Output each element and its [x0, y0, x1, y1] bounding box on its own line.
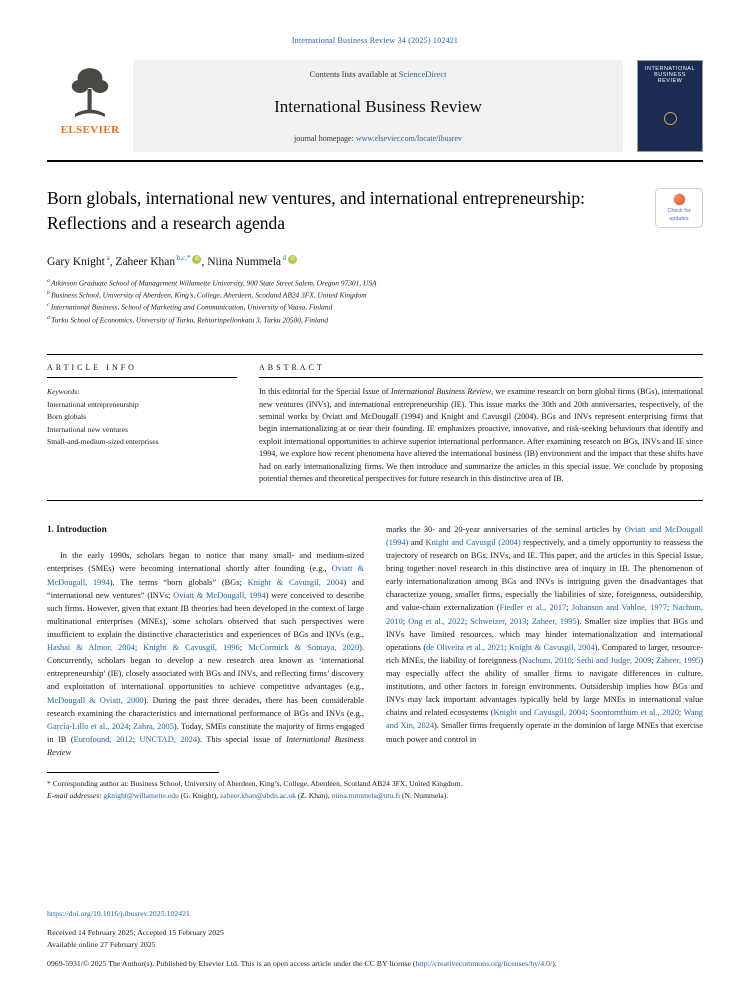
journal-title: International Business Review [274, 96, 482, 116]
author-name: Gary Knight [47, 255, 105, 268]
inline-link[interactable]: Wang and Xin, 2024 [386, 708, 703, 731]
bottom-block [47, 908, 703, 970]
authors-line [47, 254, 703, 268]
homepage-link[interactable]: www.elsevier.com/locate/ibusrev [355, 134, 462, 143]
intro-paragraph-left: In the early 1990s, scholars began to notice that many small- and medium-sized enterprises (SMEs) were becoming international shortly after founding (e.g., Oviatt & McDougall, 1994). The terms “born globals” (BGs; Knight & Cavusgil, 2004) and “international new ventures” (INVs; Oviatt & McDougall, 1994) were conceived to describe such firms. However, given that extant IB theories had been developed in the context of large multinational enterprises (MNEs), some scholars observed that such perspectives were insufficient to explain the distinctive characteristics and experiences of BGs and INVs (e.g., Hashai & Almor, 2004; Knight & Cavusgil, 1996; McCormick & Somaya, 2020). Concurrently, scholars began to develop a new research area known as ‘international entrepreneurship’ (IE), closely associated with BGs and INVs, and reflecting firms’ discovery and exploitation of international opportunities to achieve competitive advantages (e.g., McDougall & Oviatt, 2000). During the past three decades, there has been considerable research examining the characteristics and international performance of BGs and INVs (e.g., García-Lillo et al., 2024; Zahra, 2005). Today, SMEs constitute the majority of firms engaged in IB (Eurofound, 2012; UNCTAD, 2024). This special issue of International Business Review [47, 551, 365, 757]
inline-link[interactable]: Oviatt and McDougall (1994) [386, 524, 703, 547]
inline-link[interactable]: McCormick & Somaya, 2020 [248, 643, 360, 653]
received-dates: Received 14 February 2025; Accepted 15 February 2025 [47, 927, 224, 937]
masthead-center [133, 60, 623, 152]
author-name: Zaheer Khan [115, 255, 176, 268]
inline-link[interactable]: Fiedler et al., 2017 [499, 603, 567, 613]
keywords-block [47, 386, 237, 449]
footnote-rule [47, 772, 219, 773]
orcid-icon[interactable]: iD [192, 255, 201, 264]
affiliation-line: $^c$ International Business, School of Marketing and Communication, University of Vaasa, Finland [47, 302, 333, 312]
check-for-updates-badge[interactable] [655, 188, 703, 228]
keywords-label: Keywords: [47, 387, 80, 397]
affiliation-line: $^a$ Atkinson Graduate School of Management Willamette University, 900 State Street Salem, Oregon 97301, USA [47, 277, 377, 288]
masthead [47, 60, 703, 152]
inline-link[interactable]: García-Lillo et al., 2024 [47, 721, 129, 731]
inline-link[interactable]: Knight & Cavusgil, 1996 [143, 643, 240, 653]
inline-link[interactable]: UNCTAD, 2024 [139, 734, 198, 744]
cover-emblem-icon [664, 112, 677, 125]
inline-link[interactable]: Hashai & Almor, 2004 [47, 643, 135, 653]
inline-link[interactable]: Schweizer, 2013 [470, 616, 527, 626]
body-column-right [386, 523, 703, 759]
title-row [47, 186, 703, 235]
affiliation-line: $^b$ Business School, University of Aberdeen, King’s, College, Aberdeen, Scotland AB24 3FX, United Kingdom [47, 290, 367, 300]
inline-link[interactable]: McDougall & Oviatt, 2000 [47, 695, 144, 705]
inline-link[interactable]: Ong et al., 2022 [408, 616, 465, 626]
keyword: International new ventures [47, 424, 128, 434]
keyword: Small-and-medium-sized enterprises [47, 437, 159, 447]
inline-link[interactable]: Knight and Cavusgil (2004) [425, 537, 521, 547]
inline-link[interactable]: de Oliveira et al., 2021 [426, 642, 505, 652]
article-info-column [47, 355, 237, 486]
doi-link[interactable]: https://doi.org/10.1016/j.ibusrev.2025.102421 [47, 908, 190, 918]
article-title: Born globals, international new ventures, and international entrepreneurship: Reflections and a research agenda [47, 188, 585, 233]
inline-link[interactable]: http://creativecommons.org/licenses/by/4.0/ [415, 958, 553, 968]
inline-link[interactable]: Knight & Cavusgil, 2004 [247, 577, 344, 587]
author-separator: , [109, 255, 116, 268]
section-heading-introduction: 1. Introduction [47, 524, 107, 535]
email-addresses-note: E-mail addresses: gknight@willamette.edu (G. Knight), zaheer.khan@abdn.ac.uk (Z. Khan), niina.nummela@utu.fi (N. Nummela). [47, 790, 449, 800]
corresponding-author-note: * Corresponding author at: Business School, University of Aberdeen, King’s, College, Aberdeen, Scotland AB24 3FX, United Kingdom. [47, 779, 463, 789]
elsevier-logo[interactable] [47, 60, 133, 152]
inline-link[interactable]: Nachum, 2010 [386, 603, 704, 626]
author-affiliation-sup[interactable]: a [104, 254, 110, 262]
orcid-icon[interactable]: iD [288, 255, 297, 264]
cover-title: INTERNATIONAL BUSINESS REVIEW [644, 66, 696, 84]
contents-line [139, 69, 617, 79]
inline-link[interactable]: Zaheer, 1995 [656, 655, 701, 665]
inline-link[interactable]: Soontornthum et al., 2020 [590, 708, 679, 718]
inline-link[interactable]: Nachum, 2010 [522, 655, 572, 665]
inline-link[interactable]: Zaheer, 1995 [531, 616, 577, 626]
elsevier-wordmark: ELSEVIER [60, 124, 120, 136]
abstract-text: In this editorial for the Special Issue of International Business Review, we examine research on born global firms (BGs), international new ventures (INVs), and international entrepreneurship (IE). This issue marks the 30th and 20th anniversaries, respectively, of the seminal works by Oviatt and McDougall (1994) and Knight and Cavusgil (2004). BGs and INVs represent enterprising firms that begin internationalizing at or near their founding. IE emphasizes proactive, innovative, and risk-seeking behaviours that identify and exploit international opportunities to achieve superior international performance. After examining research on BGs, INVs and IE since 1994, we explore how recent phenomena have altered the international business (IB) environment and the impact that these shifts have had on early internationalizing firms. We then introduce and summarize the articles in this special issue. We conclude by proposing potential themes and theoretical perspectives for future research in this distinctive area of IB. [259, 387, 703, 484]
check-updates-label: Check for updates [667, 208, 691, 222]
abstract-heading: ABSTRACT [259, 355, 703, 378]
inline-link[interactable]: zaheer.khan@abdn.ac.uk [219, 790, 296, 800]
copyright-line: 0969-5931/© 2025 The Author(s). Published by Elsevier Ltd. This is an open access article under the CC BY license (http://creativecommons.org/licenses/by/4.0/). [47, 958, 557, 968]
cover-column [623, 60, 703, 152]
cover-thumbnail[interactable] [637, 60, 703, 152]
abstract-column [259, 355, 703, 486]
author-affiliation-sup[interactable]: b,c,* [175, 254, 191, 262]
body-columns [47, 523, 703, 759]
homepage-prefix: journal homepage: [294, 134, 356, 143]
inline-link[interactable]: Eurofound, 2012 [73, 734, 133, 744]
inline-link[interactable]: Knight & Cavusgil, 2004 [508, 642, 595, 652]
footnotes [47, 772, 703, 802]
inline-link[interactable]: gknight@willamette.edu [103, 790, 179, 800]
homepage-line [139, 134, 617, 143]
elsevier-tree-icon [64, 64, 116, 122]
body-column-left [47, 523, 364, 759]
affiliation-line: $^d$ Turku School of Economics, University of Turku, Rehtorinpellonkatu 3, Turku 20500, Finland [47, 314, 329, 325]
author-name: Niina Nummela [207, 255, 282, 268]
contents-prefix: Contents lists available at [309, 69, 399, 79]
available-online: Available online 27 February 2025 [47, 939, 156, 949]
crossmark-icon [673, 193, 686, 206]
journal-reference[interactable]: International Business Review 34 (2025) 102421 [291, 36, 459, 45]
keyword: Born globals [47, 412, 87, 422]
article-info-heading: ARTICLE INFO [47, 355, 237, 378]
sciencedirect-link[interactable]: ScienceDirect [398, 69, 447, 79]
inline-link[interactable]: Knight and Cavusgil, 2004 [493, 708, 586, 718]
inline-link[interactable]: Oviatt & McDougall, 1994 [173, 590, 266, 600]
article-info-section [47, 354, 703, 501]
inline-link[interactable]: Oviatt & McDougall, 1994 [47, 564, 365, 587]
affiliations [47, 277, 703, 326]
keywords-list [47, 399, 237, 449]
inline-link[interactable]: Sethi and Judge, 2009 [576, 655, 652, 665]
inline-link[interactable]: Johanson and Vahlne, 1977 [571, 603, 667, 613]
header-rule [47, 160, 703, 162]
keyword: International entrepreneurship [47, 399, 139, 409]
intro-paragraph-right: marks the 30- and 20-year anniversaries of the seminal articles by Oviatt and McDougall (1994) and Knight and Cavusgil (2004) respectively, and a timely opportunity to reassess the trajectory of research on BGs, INVs, and IE. This paper, and the articles in this Special Issue, bring together novel research in this distinctive area of inquiry in IB. The phenomenon of early internationalization among BGs and INVs is intriguing given the disadvantages that characterize young, smaller firms, especially the liabilities of size, foreignness, outsidership, and value-chain externalization (Fiedler et al., 2017; Johanson and Vahlne, 1977; Nachum, 2010; Ong et al., 2022; Schweizer, 2013; Zaheer, 1995). Smaller size implies that BGs and INVs have limited resources, which may hinder internationalization and international operations (de Oliveira et al., 2021; Knight & Cavusgil, 2004). Compared to larger, resource-rich MNEs, the liability of foreignness (Nachum, 2010; Sethi and Judge, 2009; Zaheer, 1995) may especially affect the ability of smaller firms to navigate differences in culture, institutions, and other factors in foreign environments. Outsidership implies how BGs and INVs may lack important advantages typically held by large MNEs in international value chains and related ecosystems (Knight and Cavusgil, 2004; Soontornthum et al., 2020; Wang and Xin, 2024). Smaller firms frequently operate in the dominion of large MNEs that exercise much power and control in [386, 524, 704, 744]
inline-link[interactable]: niina.nummela@utu.fi [331, 790, 401, 800]
inline-link[interactable]: Zahra, 2005 [133, 721, 174, 731]
author-affiliation-sup[interactable]: d [281, 254, 287, 262]
author-separator: , [201, 255, 208, 268]
